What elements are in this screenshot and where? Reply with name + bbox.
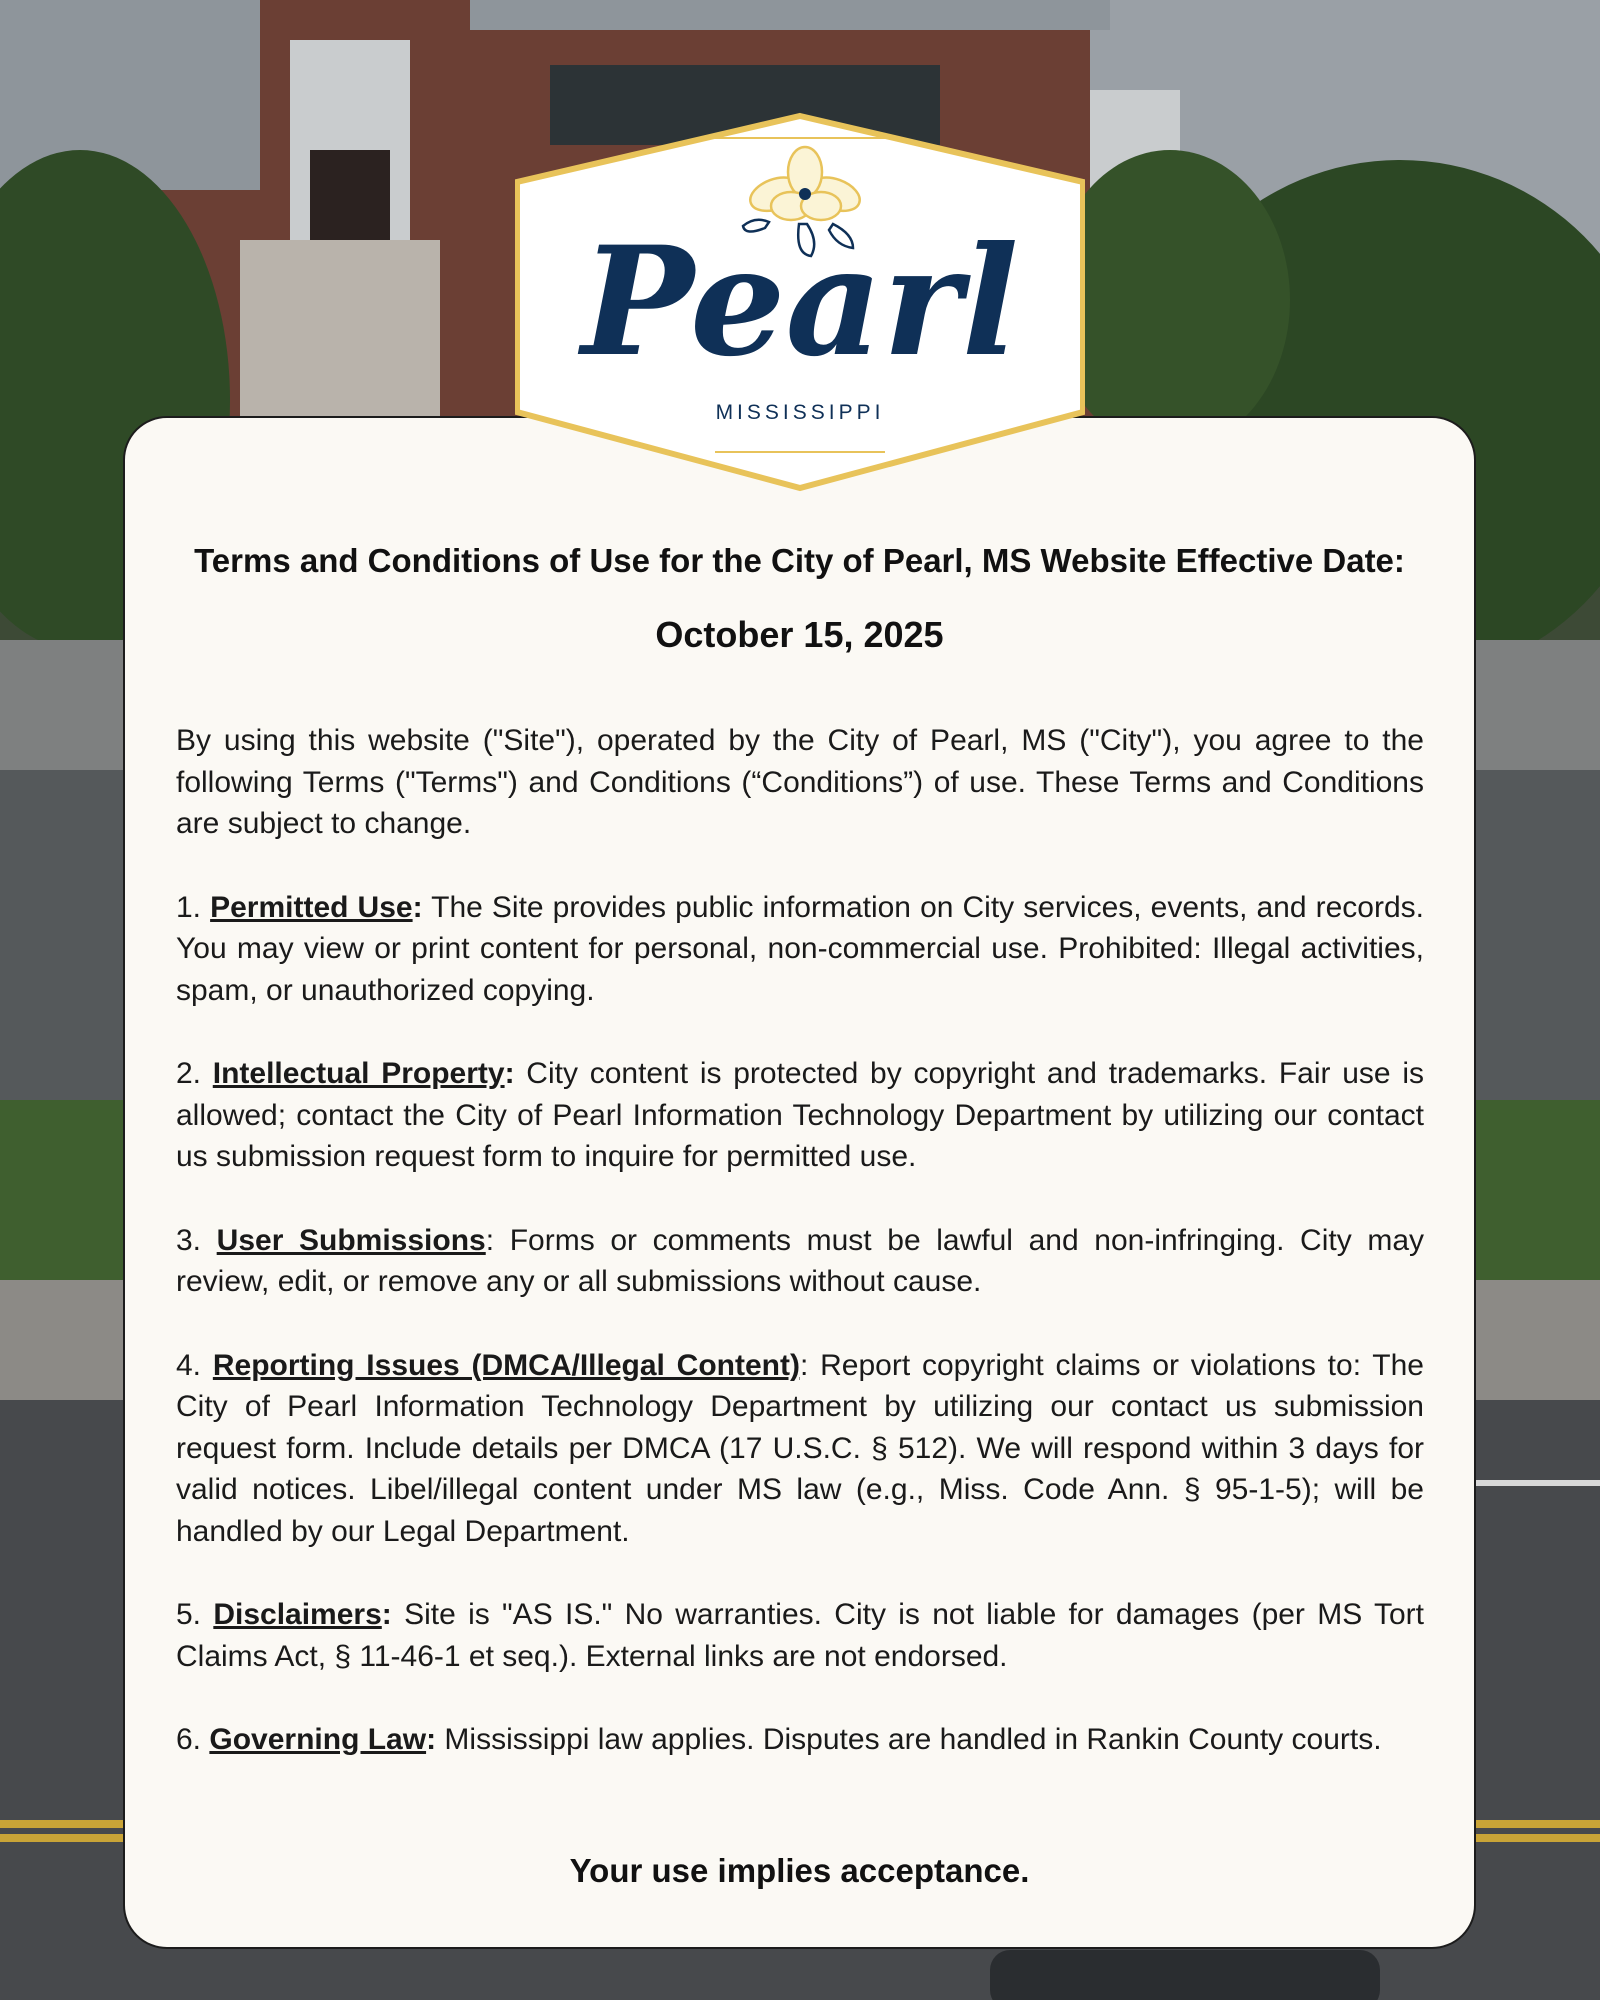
section-governing-law: 6. Governing Law: Mississippi law applies. Disputes are handled in Rankin County courts. [176, 1723, 1382, 1756]
effective-date: October 15, 2025 [655, 614, 944, 655]
section-disclaimers: 5. Disclaimers: Site is "AS IS." No warranties. City is not liable for damages (per MS Tort Claims Act, § 11-46-1 et seq.). External links are not endorsed. [176, 1598, 1424, 1673]
acceptance-statement: Your use implies acceptance. [569, 1852, 1030, 1889]
section-term: User Submissions [216, 1223, 486, 1257]
section-reporting-issues: 4. Reporting Issues (DMCA/Illegal Content): Report copyright claims or violations to: The City of Pearl Information Technology Department by utilizing our contact us submission request form. Include details per DMCA (17 U.S.C. § 512). We will respond within 3 days for valid notices. Libel/illegal content under MS law (e.g., Miss. Code Ann. § 95-1-5); will be handled by our Legal Department. [176, 1348, 1424, 1548]
section-term: Disclaimers [213, 1598, 382, 1631]
page-title: Terms and Conditions of Use for the City of Pearl, MS Website Effective Date: [194, 542, 1405, 579]
intro-paragraph: By using this website ("Site"), operated by the City of Pearl, MS ("City"), you agree to the following Terms ("Terms") and Conditions (“Conditions”) of use. These Terms and Conditions are subject to change. [176, 724, 1424, 840]
section-term: Permitted Use [210, 890, 413, 924]
section-intellectual-property: 2. Intellectual Property: City content is protected by copyright and trademarks. Fair use is allowed; contact the City of Pearl Information Technology Department by utilizing our contact us submission request form to inquire for permitted use. [176, 1057, 1424, 1173]
pearl-mississippi-logo [515, 112, 1085, 492]
section-user-submissions: 3. User Submissions: Forms or comments must be lawful and non-infringing. City may review, edit, or remove any or all submissions without cause. [176, 1223, 1424, 1298]
section-term: Governing Law [209, 1723, 427, 1756]
terms-body [176, 720, 1424, 1803]
section-term: Intellectual Property [212, 1057, 505, 1090]
svg-text:Pearl: Pearl [581, 214, 1019, 390]
section-permitted-use: 1. Permitted Use: The Site provides public information on City services, events, and records. You may view or print content for personal, non-commercial use. Prohibited: Illegal activities, spam, or unauthorized copying. [176, 890, 1424, 1007]
svg-text:MISSISSIPPI: MISSISSIPPI [715, 401, 885, 424]
section-term: Reporting Issues (DMCA/Illegal Content) [212, 1348, 800, 1382]
